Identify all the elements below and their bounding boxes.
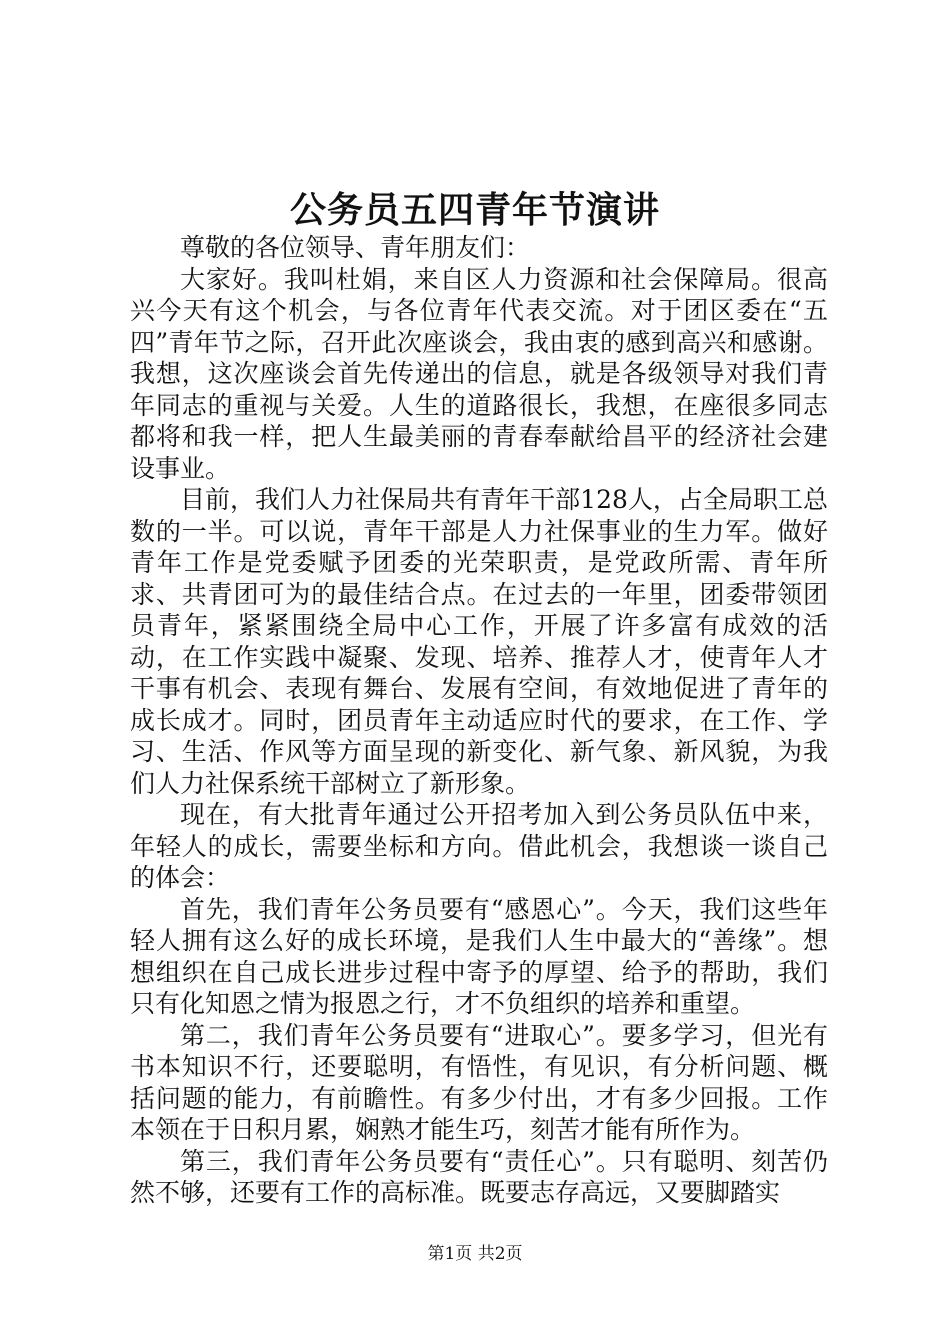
page-number-footer: 第1页 共2页 <box>427 1244 523 1264</box>
paragraph-salutation: 尊敬的各位领导、青年朋友们： <box>180 233 531 262</box>
paragraph-point-two: 第二，我们青年公务员要有“进取心”。要多学习，但光有书本知识不行，还要聪明，有悟性，有见识，有分析问题、概括问题的能力，有前瞻性。有多少付出，才有多少回报。工作本领在于日积月累，娴熟才能生巧，刻苦才能有所作为。 <box>130 1020 828 1144</box>
paragraph-point-three: 第三，我们青年公务员要有“责任心”。只有聪明、刻苦仍然不够，还要有工作的高标准。既要志存高远，又要脚踏实 <box>130 1146 828 1207</box>
document-body <box>130 232 828 1209</box>
paragraph-current-status: 目前，我们人力社保局共有青年干部128人，占全局职工总数的一半。可以说，青年干部是人力社保事业的生力军。做好青年工作是党委赋予团委的光荣职责，是党政所需、青年所求、共青团可为的最佳结合点。在过去的一年里，团委带领团员青年，紧紧围绕全局中心工作，开展了许多富有成效的活动，在工作实践中凝聚、发现、培养、推荐人才，使青年人才干事有机会、表现有舞台、发展有空间，有效地促进了青年的成长成才。同时，团员青年主动适应时代的要求，在工作、学习、生活、作风等方面呈现的新变化、新气象、新风貌，为我们人力社保系统干部树立了新形象。 <box>130 485 828 798</box>
paragraph-introduction: 大家好。我叫杜娟，来自区人力资源和社会保障局。很高兴今天有这个机会，与各位青年代表交流。对于团区委在“五四”青年节之际，召开此次座谈会，我由衷的感到高兴和感谢。我想，这次座谈会首先传递出的信息，就是各级领导对我们青年同志的重视与关爱。人生的道路很长，我想，在座很多同志都将和我一样，把人生最美丽的青春奉献给昌平的经济社会建设事业。 <box>130 264 828 483</box>
document-title: 公务员五四青年节演讲 <box>289 189 660 231</box>
paragraph-point-one: 首先，我们青年公务员要有“感恩心”。今天，我们这些年轻人拥有这么好的成长环境，是我们人生中最大的“善缘”。想想组织在自己成长进步过程中寄予的厚望、给予的帮助，我们只有化知恩之情为报恩之行，才不负组织的培养和重望。 <box>130 894 828 1018</box>
paragraph-transition: 现在，有大批青年通过公开招考加入到公务员队伍中来，年轻人的成长，需要坐标和方向。借此机会，我想谈一谈自己的体会： <box>130 800 828 892</box>
